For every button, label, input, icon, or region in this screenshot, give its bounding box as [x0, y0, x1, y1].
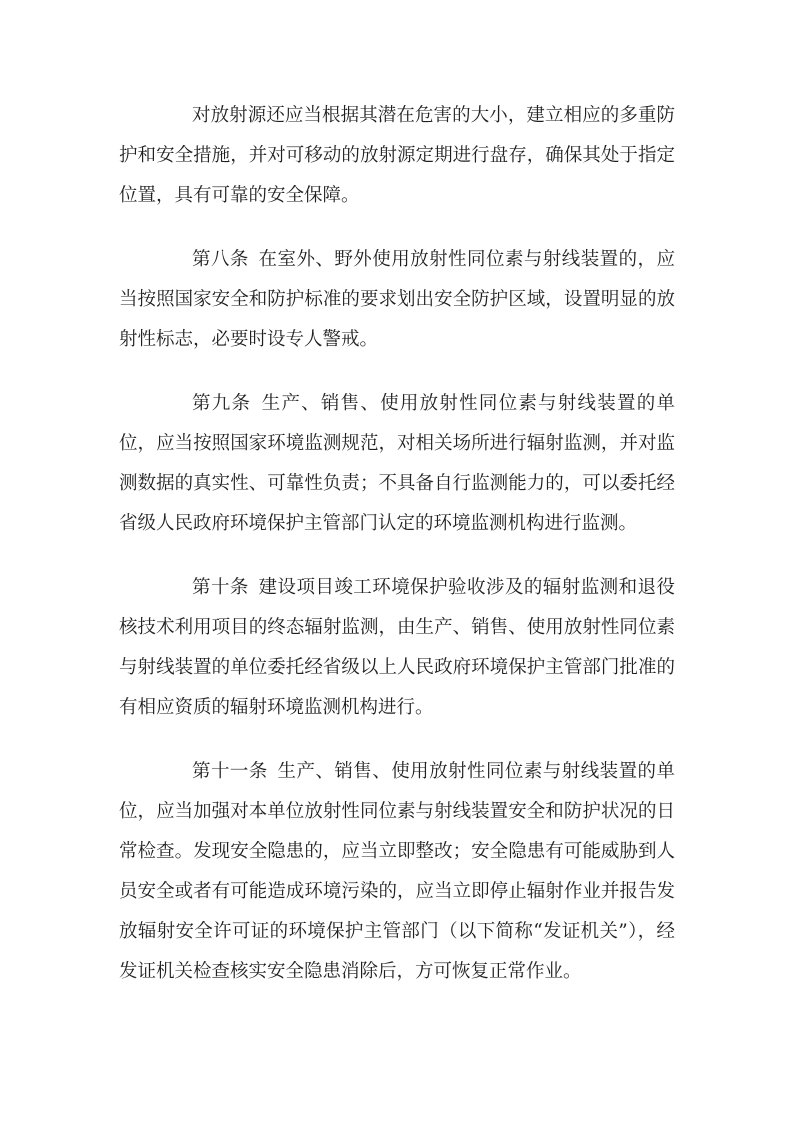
body-paragraph-article-10: 第十条 建设项目竣工环境保护验收涉及的辐射监测和退役核技术利用项目的终态辐射监测，由生产、销售、使用放射性同位素与射线装置的单位委托经省级以上人民政府环境保护主管部门批准的有相应资质的辐射环境监测机构进行。: [119, 577, 675, 718]
body-paragraph: 对放射源还应当根据其潜在危害的大小，建立相应的多重防护和安全措施，并对可移动的放射源定期进行盘存，确保其处于指定位置，具有可靠的安全保障。: [119, 105, 675, 206]
body-paragraph-article-8: 第八条 在室外、野外使用放射性同位素与射线装置的，应当按照国家安全和防护标准的要求划出安全防护区域，设置明显的放射性标志，必要时设专人警戒。: [119, 249, 675, 350]
body-paragraph-article-11: 第十一条 生产、销售、使用放射性同位素与射线装置的单位，应当加强对本单位放射性同位素与射线装置安全和防护状况的日常检查。发现安全隐患的，应当立即整改；安全隐患有可能威胁到人员安全或者有可能造成环境污染的，应当立即停止辐射作业并报告发放辐射安全许可证的环境保护主管部门（以下简称“发证机关”），经发证机关检查核实安全隐患消除后，方可恢复正常作业。: [119, 761, 675, 982]
document-body: [119, 96, 675, 992]
body-paragraph-article-9: 第九条 生产、销售、使用放射性同位素与射线装置的单位，应当按照国家环境监测规范，对相关场所进行辐射监测，并对监测数据的真实性、可靠性负责；不具备自行监测能力的，可以委托经省级人民政府环境保护主管部门认定的环境监测机构进行监测。: [119, 393, 675, 534]
